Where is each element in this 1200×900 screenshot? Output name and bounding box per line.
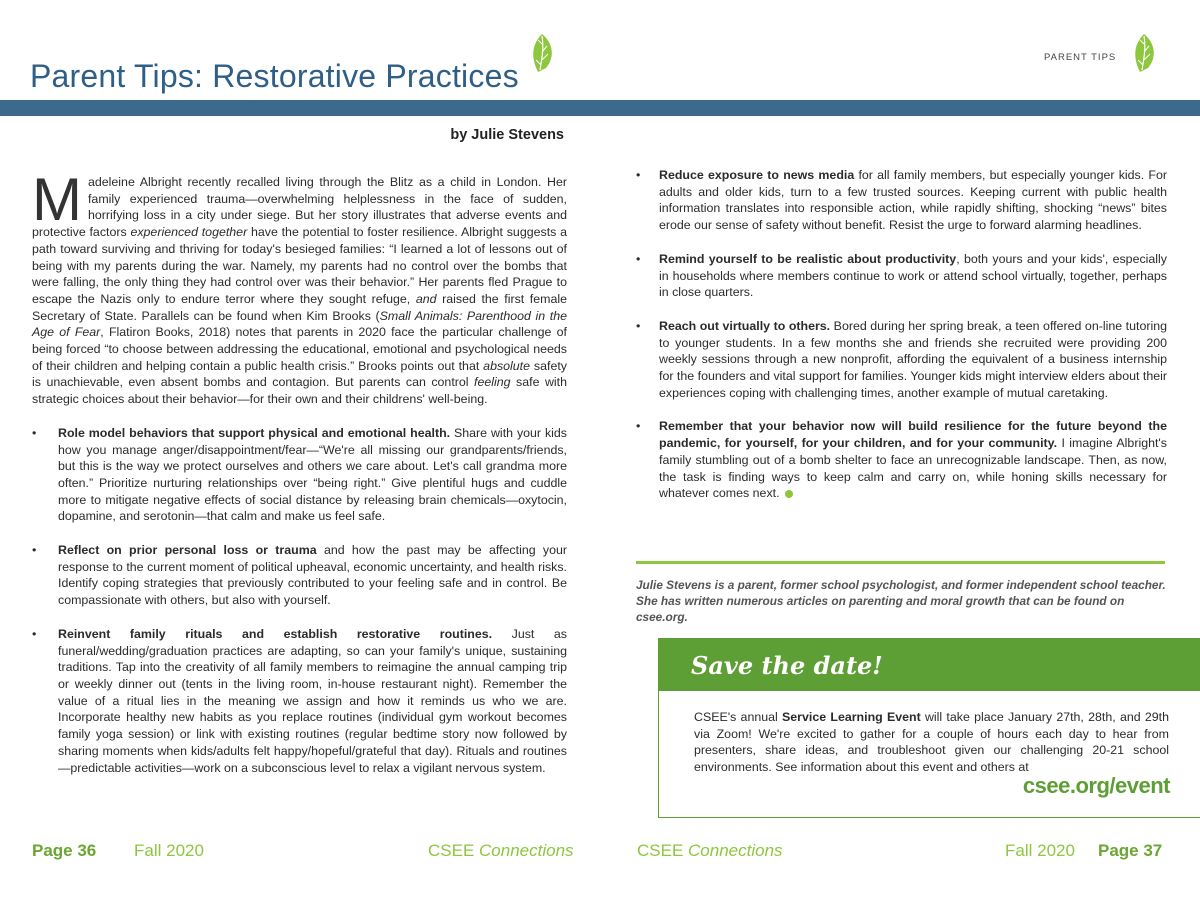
event-name: Service Learning Event bbox=[782, 710, 921, 724]
intro-emphasis: feeling bbox=[474, 375, 511, 390]
publication-org: CSEE bbox=[637, 841, 689, 860]
bullet-icon: • bbox=[636, 419, 641, 434]
left-column bbox=[32, 166, 568, 793]
tip-heading: Reach out virtually to others. bbox=[659, 318, 831, 333]
intro-paragraph bbox=[32, 166, 568, 408]
intro-emphasis: experienced together bbox=[130, 225, 248, 240]
page-number-left: Page 36 bbox=[32, 841, 97, 860]
issue-season-left: Fall 2020 bbox=[134, 841, 204, 860]
byline: by Julie Stevens bbox=[450, 127, 564, 143]
tip-text: Bored during her spring break, a teen offered on-line tutoring to younger students. In a few months she and friends she recruited were providing 200 weekly sessions through a new nonprofit, affording the equivalent of a business internship for the founders and vital support for families. Younger kids might interview elders about their experiences coping with challenging times, another example of mutual caretaking. bbox=[659, 318, 1167, 400]
leaf-logo-icon bbox=[528, 30, 560, 74]
bullet-icon: • bbox=[636, 318, 641, 333]
tip-heading: Reinvent family rituals and establish restorative routines. bbox=[58, 626, 493, 641]
event-link[interactable]: csee.org/event bbox=[1022, 773, 1170, 798]
page-title: Parent Tips: Restorative Practices bbox=[30, 58, 519, 94]
save-the-date-title: Save the date! bbox=[691, 651, 883, 680]
event-text: will take place January 27th, 28th, and 29th via Zoom! We're excited to gather for a couple of hours each day to hear from presenters, share ideas, and troubleshoot given our challenging 20-21 school environments. See information about this event and others at bbox=[694, 710, 1169, 775]
tip-text: , both yours and your kids', especially in households where members continue to work or attend school virtually, together, perhaps in close quarters. bbox=[659, 251, 1167, 300]
book-title: Small Animals: Parenthood in the Age of Fear bbox=[32, 308, 568, 340]
publication-title: Connections bbox=[479, 841, 574, 860]
tip-heading: Role model behaviors that support physical and emotional health. bbox=[58, 425, 451, 440]
author-bio: Julie Stevens is a parent, former school psychologist, and former independent school teacher. She has written numerous articles on parenting and moral growth that can be found on csee.org. bbox=[636, 578, 1166, 624]
tip-item bbox=[636, 167, 1167, 234]
leaf-logo-icon bbox=[1130, 30, 1162, 74]
intro-text: safety is unachievable, even absent bombs and contagion. But parents can control bbox=[32, 358, 567, 390]
end-mark-icon bbox=[785, 490, 793, 498]
running-head: PARENT TIPS bbox=[1044, 52, 1117, 63]
tip-text: Just as funeral/wedding/graduation practices are adapting, so can your family's unique, sustaining traditions. Tap into the creativity of all family members to reimagine the annual camping trip or weekly dinner out (tents in the living room, in-house restaurant night). Remember the value of a ritual lies in the meaning we assign and how it reminds us who we are. Incorporate healthy new habits as you replace routines (individual gym workout becomes family yoga session) or link with existing routines (regular bedtime story now followed by sharing moments when kids/adults felt happy/hopeful/grateful that day). Rituals and routines—predictable activities—work on a subconscious level to relax a vigilant nervous system. bbox=[58, 626, 567, 775]
intro-text: safe with strategic choices about their behavior—for their own and their childrens' well-being. bbox=[32, 375, 568, 407]
tip-text: for all family members, but especially younger kids. For adults and older kids, turn to a few trusted sources. Keeping current with public health information translates into responsible action, while rapidly shifting, shocking “news” bites erode our sense of safety without benefit. Resist the urge to forward alarming headlines. bbox=[659, 168, 1167, 233]
intro-text: raised the first female Secretary of State. Parallels can be found when Kim Brooks ( bbox=[32, 291, 567, 323]
right-column bbox=[636, 167, 1167, 519]
tip-item bbox=[32, 542, 567, 609]
issue-season-right: Fall 2020 bbox=[1005, 841, 1075, 860]
save-the-date-body bbox=[694, 709, 1169, 776]
bullet-icon: • bbox=[636, 251, 641, 266]
tip-item bbox=[32, 425, 567, 525]
header-bar bbox=[0, 100, 1200, 116]
event-text: CSEE's annual bbox=[694, 710, 783, 724]
publication-name-right bbox=[637, 841, 783, 861]
tip-heading: Reduce exposure to news media bbox=[659, 168, 855, 182]
intro-text: adeleine Albright recently recalled living through the Blitz as a child in London. Her family experienced trauma—overwhelming helplessness in the face of sudden, horrifying loss in a city under siege. But her story illustrates that adverse events and protective factors bbox=[32, 175, 567, 240]
intro-text: have the potential to foster resilience. Albright suggests a path toward surviving and thriving for today's besieged families: “I learned a lot of lessons out of being with my parents during the war. Namely, my parents had no control over the bombs that were falling, the only thing they had control over was their behavior.” Her parents fled Prague to escape the Nazis only to endure terror where they sought refuge, bbox=[32, 225, 567, 306]
tip-item bbox=[636, 251, 1167, 301]
page-number-right: Page 37 bbox=[1098, 841, 1163, 860]
intro-emphasis: absolute bbox=[483, 358, 531, 373]
bullet-icon: • bbox=[32, 626, 37, 641]
divider bbox=[636, 561, 1165, 564]
publication-title: Connections bbox=[688, 841, 783, 860]
publication-org: CSEE bbox=[428, 841, 480, 860]
tip-item bbox=[636, 318, 1167, 402]
bullet-icon: • bbox=[32, 543, 37, 558]
bullet-icon: • bbox=[32, 425, 37, 440]
tip-heading: Reflect on prior personal loss or trauma bbox=[58, 543, 317, 558]
tip-item bbox=[636, 418, 1167, 502]
intro-emphasis: and bbox=[415, 291, 437, 306]
save-the-date-header bbox=[659, 639, 1200, 691]
tip-text: and how the past may be affecting your response to the current moment of political upheaval, economic uncertainty, and health risks. Identify coping strategies that previously contributed to your feeling safe and in control. Be compassionate with others, but also with yourself. bbox=[58, 543, 568, 608]
tip-item bbox=[32, 626, 567, 776]
save-the-date-box bbox=[658, 638, 1200, 818]
bullet-icon: • bbox=[636, 168, 641, 182]
tip-heading: Remember that your behavior now will build resilience for the future beyond the pandemic, for yourself, for your children, and for your community. bbox=[659, 419, 1167, 451]
intro-text: , Flatiron Books, 2018) notes that parents in 2020 face the particular challenge of being forced “to choose between addressing the educational, emotional and psychological needs of their children and helping contain a public health crisis.” Brooks points out that bbox=[32, 325, 567, 373]
tip-text: I imagine Albright's family stumbling out of a bomb shelter to face an unrecognizable landscape. Then, as now, the task is finding ways to keep calm and carry on, while honing skills necessary for whatever comes next. bbox=[659, 436, 1167, 501]
tip-text: Share with your kids how you manage anger/disappointment/fear—“We're all missing our grandparents/friends, but this is the way we protect ourselves and others we care about. Let's call grandma more often.” Prioritize nurturing relationships over “being right.” Give plentiful hugs and cuddle more to mitigate negative effects of social distance by releasing brain chemicals—oxytocin, dopamine, and serotonin—that calm and make us feel safe. bbox=[58, 425, 567, 524]
dropcap: M bbox=[32, 166, 82, 233]
tip-heading: Remind yourself to be realistic about productivity bbox=[659, 251, 957, 266]
publication-name-left bbox=[428, 841, 574, 861]
